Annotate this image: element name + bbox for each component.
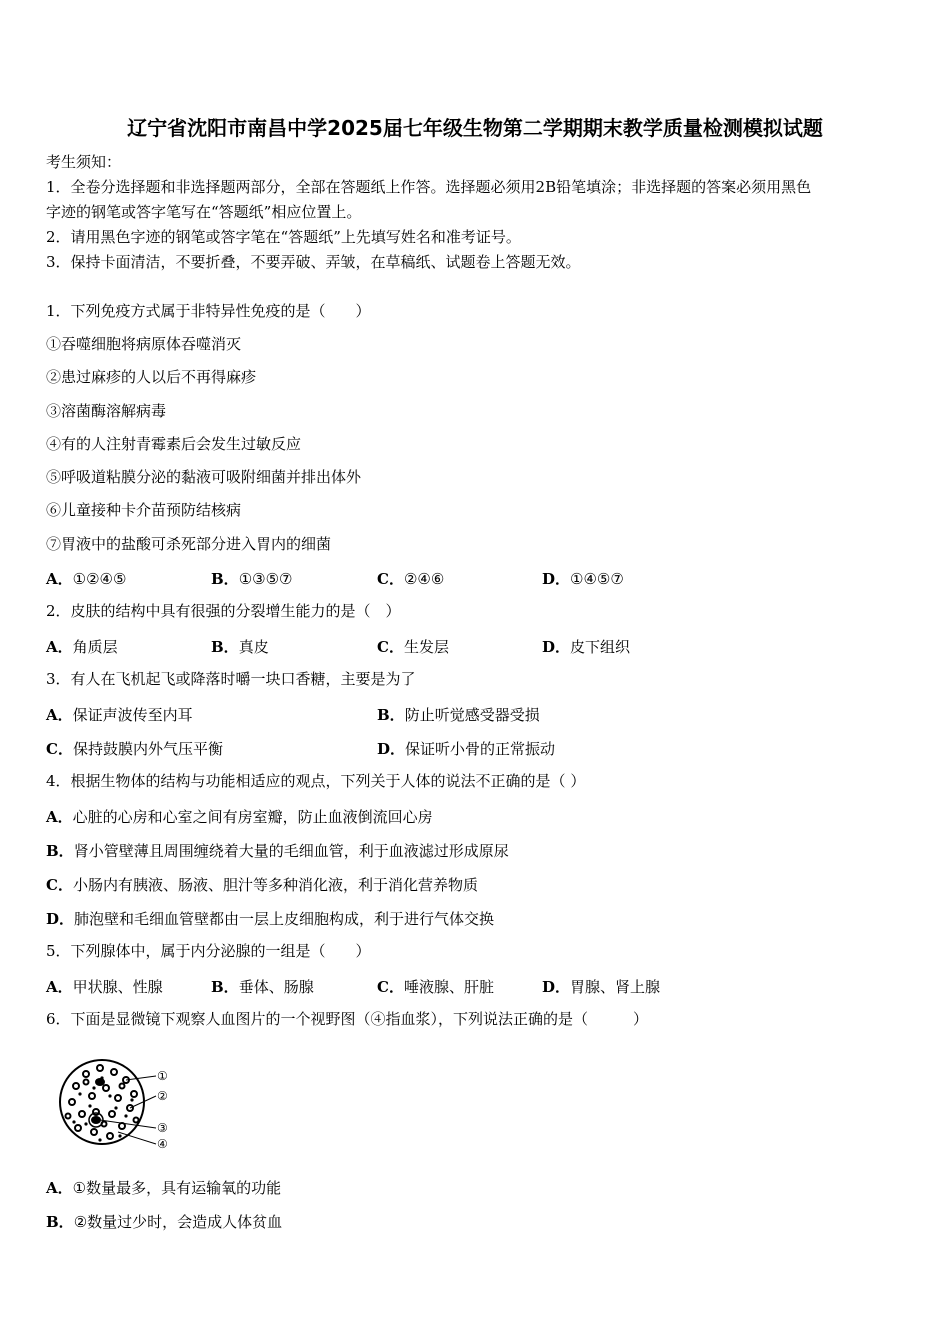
q4-option-row (46, 908, 906, 926)
notice-heading: 考生须知： (46, 153, 122, 171)
notice-item: 1．全卷分选择题和非选择题两部分，全部在答题纸上作答。选择题必须用2B铅笔填涂；非选择题的答案必须用黑色 (46, 178, 812, 196)
figure-label-1: ① (157, 1069, 168, 1083)
notice-item: 2．请用黑色字迹的钢笔或答字笔在“答题纸”上先填写姓名和准考证号。 (46, 228, 521, 246)
option-a[interactable]: A．心脏的心房和心室之间有房室瓣，防止血液倒流回心房 (46, 808, 433, 826)
figure-label-2: ② (157, 1089, 168, 1103)
option-b[interactable]: B．肾小管壁薄且周围缠绕着大量的毛细血管，利于血液滤过形成原尿 (46, 842, 509, 860)
q3-options-row-2 (46, 738, 906, 756)
option-c[interactable]: C．生发层 (377, 638, 449, 656)
question-4-stem: 4．根据生物体的结构与功能相适应的观点，下列关于人体的说法不正确的是（ ） (46, 772, 586, 790)
option-a[interactable]: A．角质层 (46, 638, 118, 656)
option-c[interactable]: C．保持鼓膜内外气压平衡 (46, 740, 223, 758)
option-d[interactable]: D．肺泡壁和毛细血管壁都由一层上皮细胞构成，利于进行气体交换 (46, 910, 495, 928)
figure-label-4: ④ (157, 1137, 168, 1151)
q4-option-row (46, 806, 906, 824)
question-5-stem: 5．下列腺体中，属于内分泌腺的一组是（ ） (46, 942, 371, 960)
q1-statement: ②患过麻疹的人以后不再得麻疹 (46, 368, 257, 386)
option-c[interactable]: C．唾液腺、肝脏 (377, 978, 494, 996)
option-d[interactable]: D．皮下组织 (542, 638, 631, 656)
q4-option-row (46, 874, 906, 892)
option-d[interactable]: D．①④⑤⑦ (542, 570, 624, 588)
q1-statement: ④有的人注射青霉素后会发生过敏反应 (46, 435, 302, 453)
option-a[interactable]: A．①数量最多，具有运输氧的功能 (46, 1179, 282, 1197)
q2-options (46, 636, 906, 654)
q6-option-row (46, 1211, 906, 1229)
option-a[interactable]: A．甲状腺、性腺 (46, 978, 163, 996)
q1-options (46, 568, 906, 586)
option-b[interactable]: B．②数量过少时，会造成人体贫血 (46, 1213, 283, 1231)
option-b[interactable]: B．垂体、肠腺 (211, 978, 314, 996)
q1-statement: ①吞噬细胞将病原体吞噬消灭 (46, 335, 242, 353)
q4-option-row (46, 840, 906, 858)
question-1-stem: 1．下列免疫方式属于非特异性免疫的是（ ） (46, 302, 371, 320)
q1-statement: ⑤呼吸道粘膜分泌的黏液可吸附细菌并排出体外 (46, 468, 362, 486)
notice-item: 3．保持卡面清洁，不要折叠，不要弄破、弄皱，在草稿纸、试题卷上答题无效。 (46, 253, 581, 271)
question-2-stem: 2．皮肤的结构中具有很强的分裂增生能力的是（ ） (46, 602, 401, 620)
q1-statement: ③溶菌酶溶解病毒 (46, 402, 167, 420)
question-3-stem: 3．有人在飞机起飞或降落时嚼一块口香糖，主要是为了 (46, 670, 416, 688)
q1-statement: ⑥儿童接种卡介苗预防结核病 (46, 501, 242, 519)
option-a[interactable]: A．保证声波传至内耳 (46, 706, 193, 724)
q5-options (46, 976, 906, 994)
question-6-stem: 6．下面是显微镜下观察人血图片的一个视野图（④指血浆），下列说法正确的是（ ） (46, 1010, 649, 1028)
q1-statement: ⑦胃液中的盐酸可杀死部分进入胃内的细菌 (46, 535, 332, 553)
option-d[interactable]: D．保证听小骨的正常振动 (377, 740, 556, 758)
notice-item: 字迹的钢笔或答字笔写在“答题纸”相应位置上。 (46, 203, 362, 221)
q6-option-row (46, 1177, 906, 1195)
option-b[interactable]: B．真皮 (211, 638, 269, 656)
option-d[interactable]: D．胃腺、肾上腺 (542, 978, 661, 996)
option-c[interactable]: C．②④⑥ (377, 570, 445, 588)
option-b[interactable]: B．①③⑤⑦ (211, 570, 293, 588)
option-c[interactable]: C．小肠内有胰液、肠液、胆汁等多种消化液，利于消化营养物质 (46, 876, 478, 894)
exam-title: 辽宁省沈阳市南昌中学2025届七年级生物第二学期期末教学质量检测模拟试题 (127, 116, 823, 140)
figure-label-3: ③ (157, 1121, 168, 1135)
q3-options-row-1 (46, 704, 906, 722)
option-b[interactable]: B．防止听觉感受器受损 (377, 706, 540, 724)
option-a[interactable]: A．①②④⑤ (46, 570, 127, 588)
blood-smear-figure (56, 1052, 176, 1156)
